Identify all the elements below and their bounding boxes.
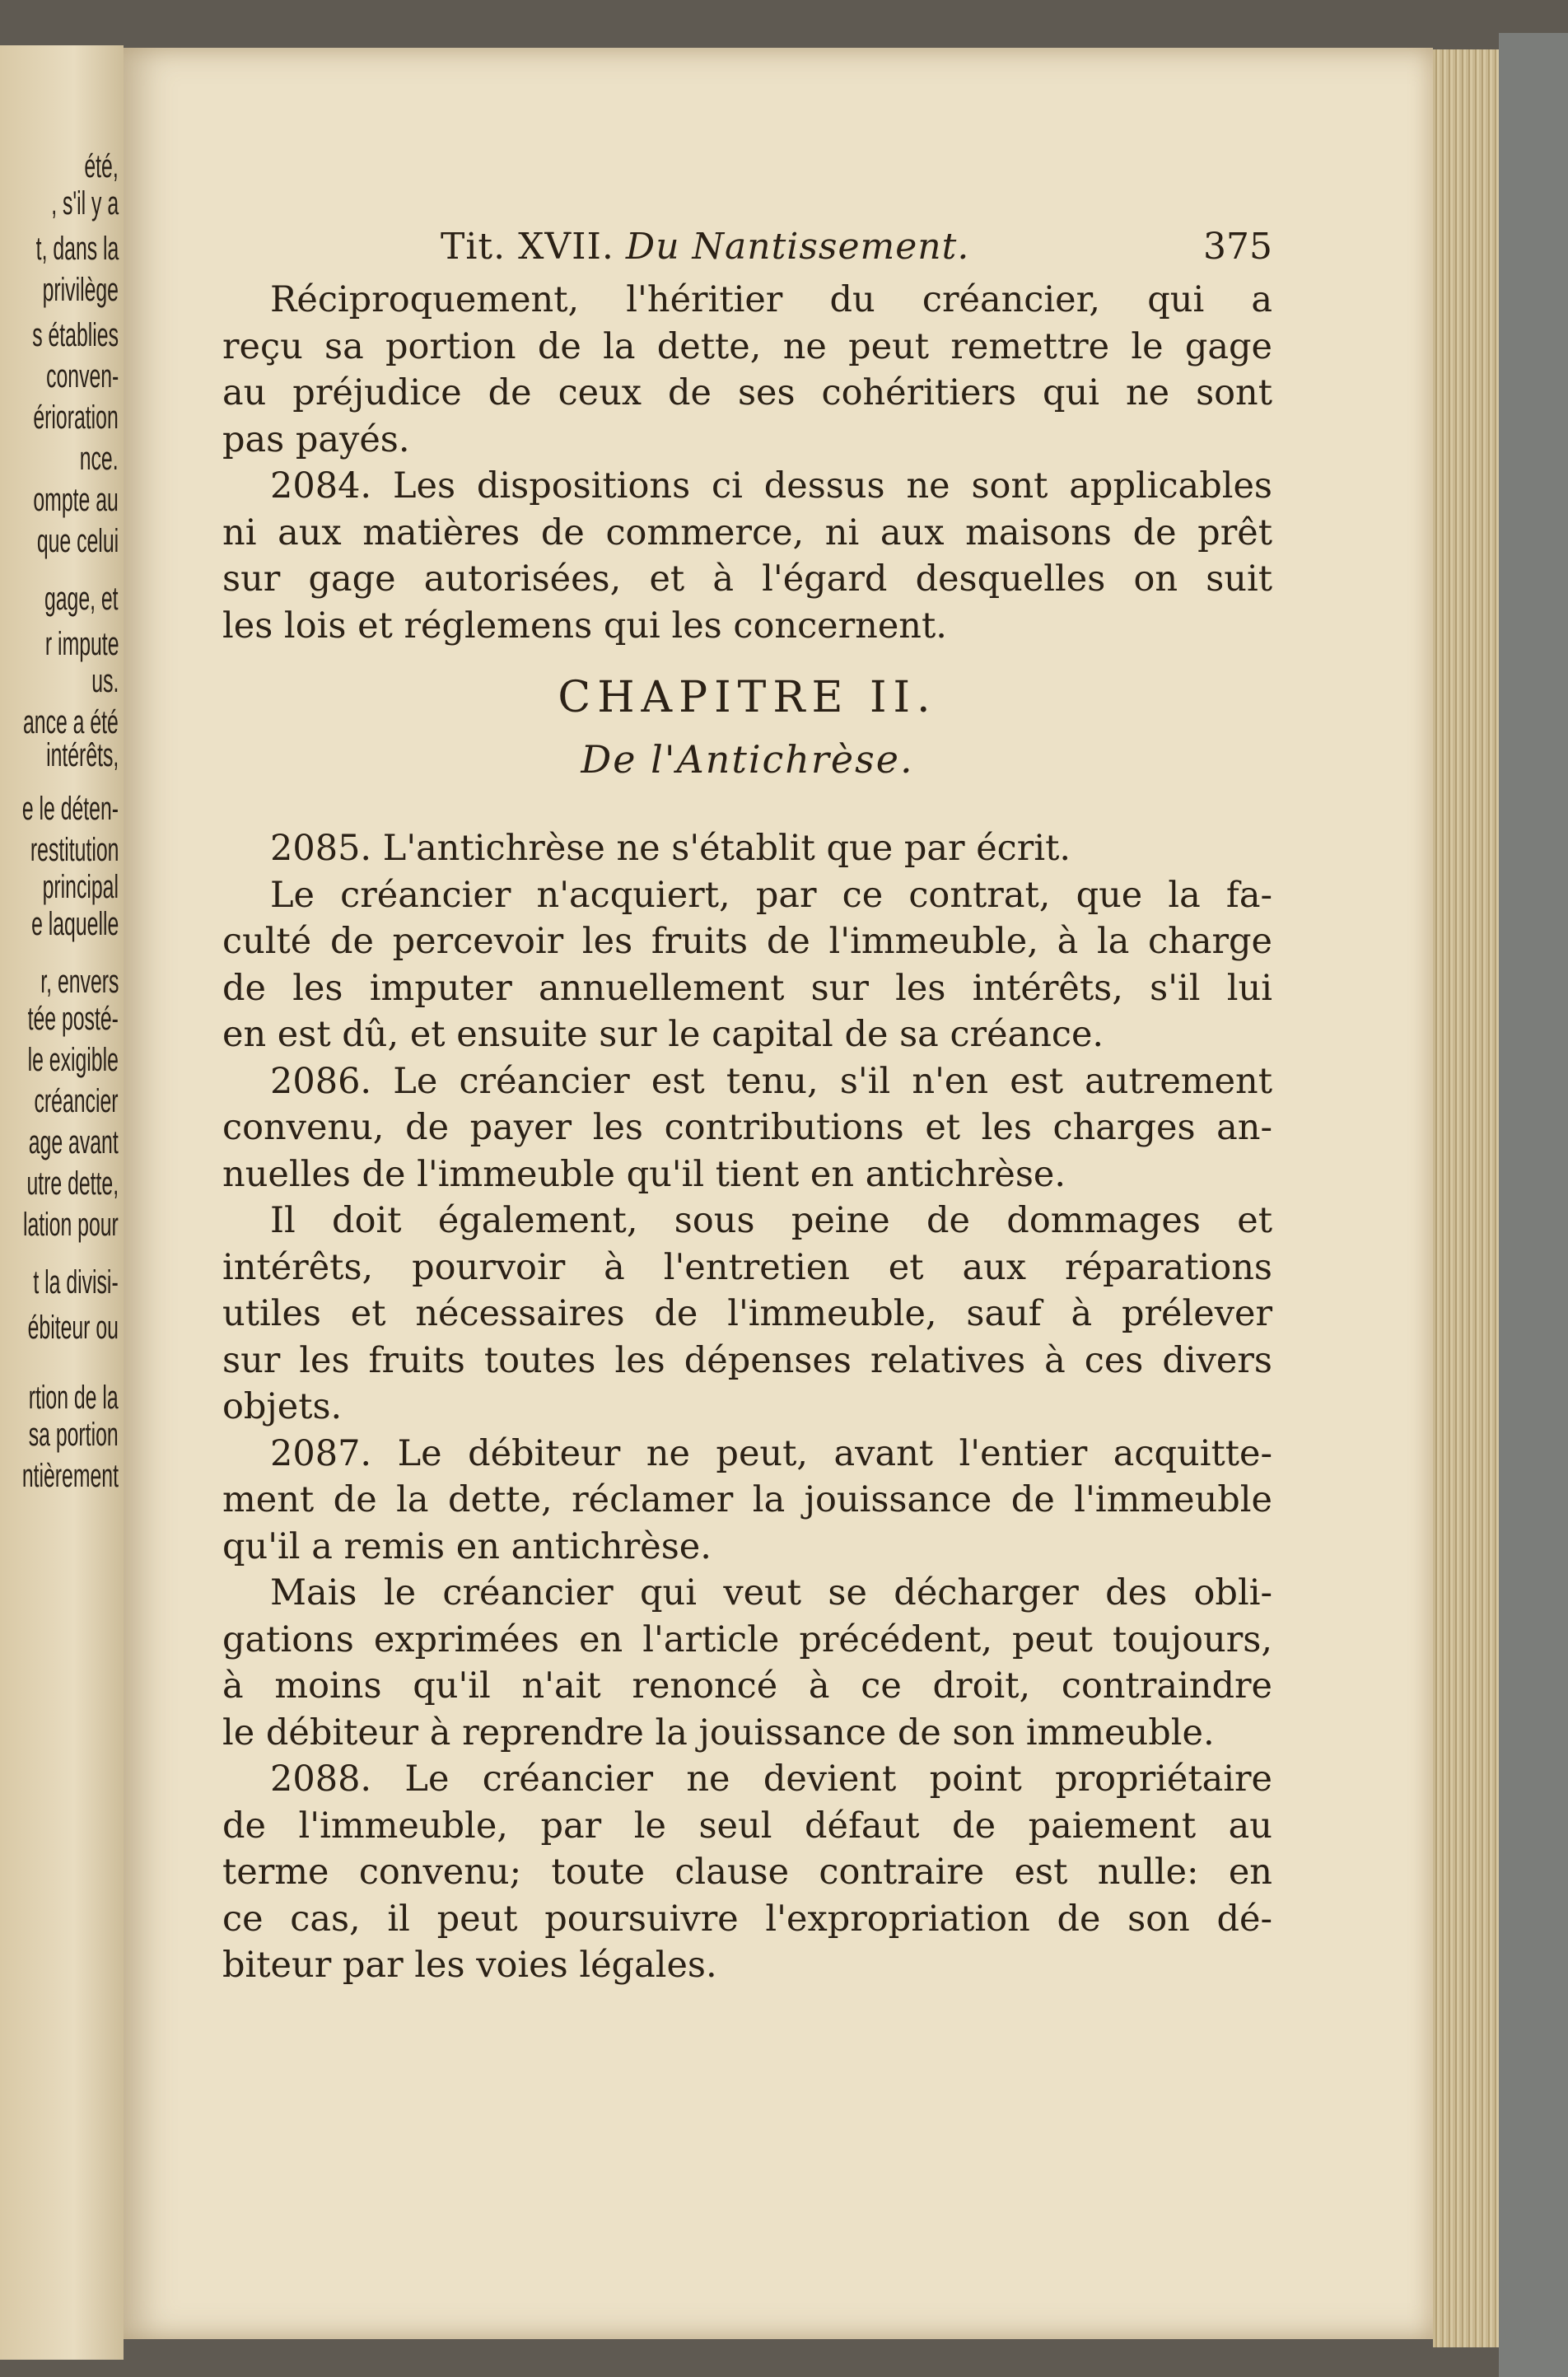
text-line: au préjudice de ceux de ses cohéritiers qui ne sont [222,372,1272,413]
left-page-fragment: conven- [45,358,119,395]
text-line: Réciproquement, l'héritier du créancier, qui a [270,279,1272,320]
text-line: biteur par les voies légales. [222,1945,717,1986]
text-line: 2084. Les dispositions ci dessus ne sont applicables [270,465,1272,507]
text-line: ni aux matières de commerce, ni aux maisons de prêt [222,511,1272,553]
text-line: pas payés. [222,418,410,460]
left-page-fragment: s établies [32,317,119,353]
left-page-fragment: le exigible [27,1042,119,1078]
left-page-fragment: t la divisi- [33,1264,119,1301]
text-line: 2087. Le débiteur ne peut, avant l'entier acquitte- [270,1432,1272,1474]
text-line: le débiteur à reprendre la jouissance de son immeuble. [222,1712,1215,1754]
left-page-fragment: nce. [80,441,119,477]
text-line: de les imputer annuellement sur les intérêts, s'il lui [222,967,1272,1009]
left-page-fragment: restitution [30,832,119,868]
left-page-fragment: r, envers [40,964,119,1000]
text-line: intérêts, pourvoir à l'entretien et aux réparations [222,1246,1272,1288]
text-line: 2088. Le créancier ne devient point propriétaire [270,1758,1272,1800]
left-page-fragment: lation pour [23,1207,119,1243]
text-line: de l'immeuble, par le seul défaut de paiement au [222,1805,1272,1847]
book-cover [1499,33,1568,2377]
left-page-fragment: été, [84,148,119,184]
left-page-fragment: age avant [29,1124,119,1160]
article-2087 [222,1431,1272,1757]
text-line: sur gage autorisées, et à l'égard desquelles on suit [222,558,1272,600]
article-2084 [222,463,1272,649]
left-page-fragment: ébiteur ou [27,1310,119,1346]
chapter-title: CHAPITRE II. [558,673,937,722]
running-header [222,222,1272,272]
left-page-fragment: r impute [44,626,119,662]
text-line: ce cas, il peut poursuivre l'expropriation de son dé- [222,1898,1272,1940]
title-number: Tit. XVII. [441,226,614,268]
text-line: nuelles de l'immeuble qu'il tient en antichrèse. [222,1153,1066,1195]
left-page-fragment: utre dette, [26,1165,119,1202]
text-line: qu'il a remis en antichrèse. [222,1525,712,1567]
text-line: convenu, de payer les contributions et les charges an- [222,1107,1272,1148]
left-page-fragment: érioration [33,399,119,436]
text-line: gations exprimées en l'article précédent, peut toujours, [222,1618,1272,1660]
page-number: 375 [1203,226,1272,268]
left-facing-page [0,45,124,2360]
left-page-fragment: que celui [36,523,119,559]
paragraph-heritier [222,277,1272,463]
left-page-fragment: intérêts, [45,737,119,773]
text-line: Il doit également, sous peine de dommages et [270,1200,1272,1241]
text-line: ment de la dette, réclamer la jouissance de l'immeuble [222,1479,1272,1520]
left-page-fragment: us. [91,663,119,699]
left-page-fragment: ance a été [23,704,119,740]
text-line: utiles et nécessaires de l'immeuble, sauf à prélever [222,1293,1272,1334]
article-2086 [222,1058,1272,1431]
left-page-fragment: e laquelle [30,906,119,942]
page-text [222,222,1272,1989]
text-line: 2085. L'antichrèse ne s'établit que par écrit. [270,828,1071,869]
text-line: en est dû, et ensuite sur le capital de sa créance. [222,1014,1104,1055]
text-line: terme convenu; toute clause contraire est nulle: en [222,1852,1272,1893]
left-page-fragment: rtion de la [29,1380,119,1416]
text-line: reçu sa portion de la dette, ne peut remettre le gage [222,325,1272,367]
title-name: Du Nantissement. [625,226,970,268]
left-page-fragment: créancier [35,1083,119,1119]
left-page-fragment: sa portion [29,1417,119,1453]
text-line: 2086. Le créancier est tenu, s'il n'en est autrement [270,1060,1272,1102]
article-2085 [222,825,1272,1058]
left-page-fragment: ntièrement [21,1458,119,1494]
left-page-fragment: principal [42,869,119,905]
text-line: culté de percevoir les fruits de l'immeuble, à la charge [222,921,1272,962]
text-line: à moins qu'il n'ait renoncé à ce droit, contraindre [222,1665,1272,1707]
text-line: Le créancier n'acquiert, par ce contrat, que la fa- [270,874,1272,916]
left-page-fragment: gage, et [44,581,119,617]
text-line: objets. [222,1386,343,1427]
left-page-fragment: e le déten- [21,791,119,827]
text-line: les lois et réglemens qui les concernent. [222,605,947,647]
left-page-fragment: t, dans la [35,231,119,267]
text-line: sur les fruits toutes les dépenses relatives à ces divers [222,1339,1272,1381]
page-edges [1433,49,1507,2347]
left-page-fragment: ompte au [33,482,119,518]
left-page-fragment: tée posté- [27,1001,119,1037]
left-page-fragment: , s'il y a [51,185,119,222]
article-2088 [222,1756,1272,1989]
chapter-subtitle: De l'Antichrèse. [581,737,914,782]
text-line: Mais le créancier qui veut se décharger des obli- [270,1572,1272,1613]
left-page-fragment: privilège [42,272,119,308]
